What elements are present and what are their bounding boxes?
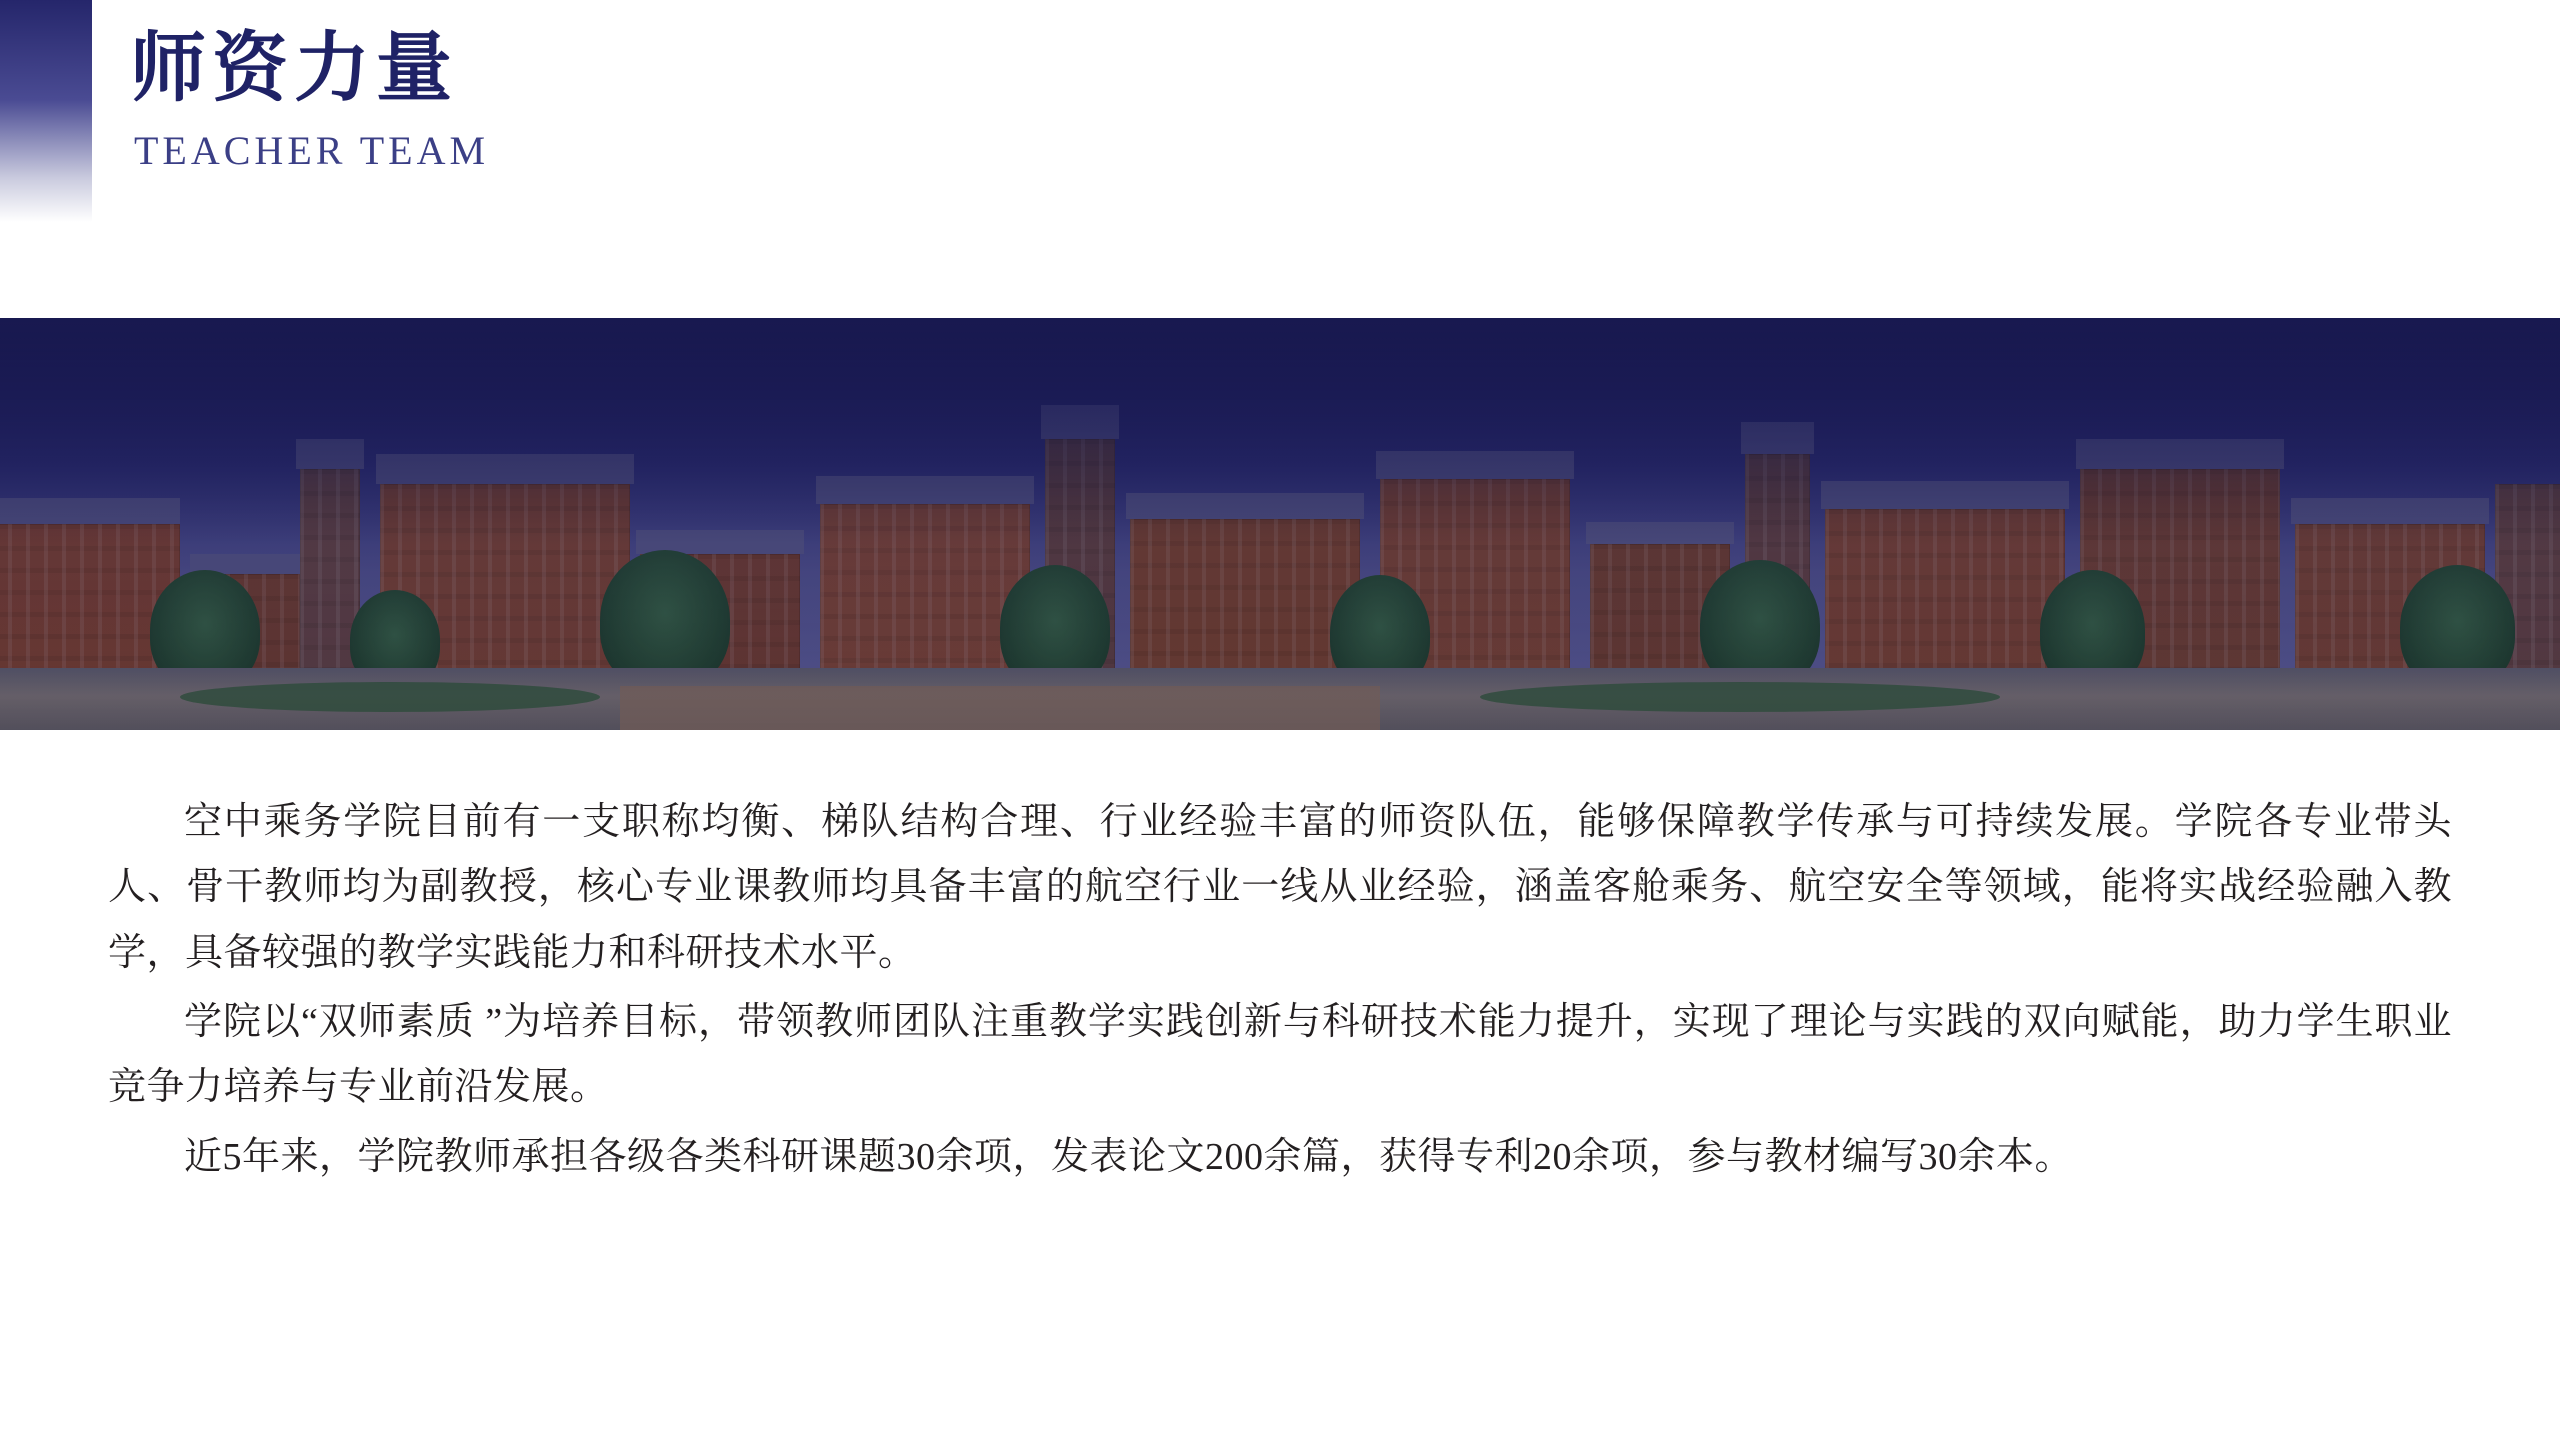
- campus-panorama-image: [0, 318, 2560, 730]
- paragraph: 近5年来，学院教师承担各级各类科研课题30余项，发表论文200余篇，获得专利20余项，参与教材编写30余本。: [184, 1135, 2074, 1178]
- paragraph: 学院以“双师素质 ”为培养目标，带领教师团队注重教学实践创新与科研技术能力提升，实现了理论与实践的双向赋能，助力学生职业竞争力培养与专业前沿发展。: [108, 1001, 2452, 1109]
- body-content: [0, 790, 2560, 1194]
- page-subtitle: TEACHER TEAM: [134, 128, 490, 174]
- page-header: [0, 0, 2560, 300]
- page-title: 师资力量: [130, 27, 458, 111]
- paragraph: 空中乘务学院目前有一支职称均衡、梯队结构合理、行业经验丰富的师资队伍，能够保障教学传承与可持续发展。学院各专业带头人、骨干教师均为副教授，核心专业课教师均具备丰富的航空行业一线从业经验，涵盖客舱乘务、航空安全等领域，能将实战经验融入教学，具备较强的教学实践能力和科研技术水平。: [108, 801, 2452, 974]
- header-text-block: [130, 24, 489, 174]
- banner-haze-overlay: [0, 318, 2560, 730]
- header-accent-bar: [0, 0, 92, 222]
